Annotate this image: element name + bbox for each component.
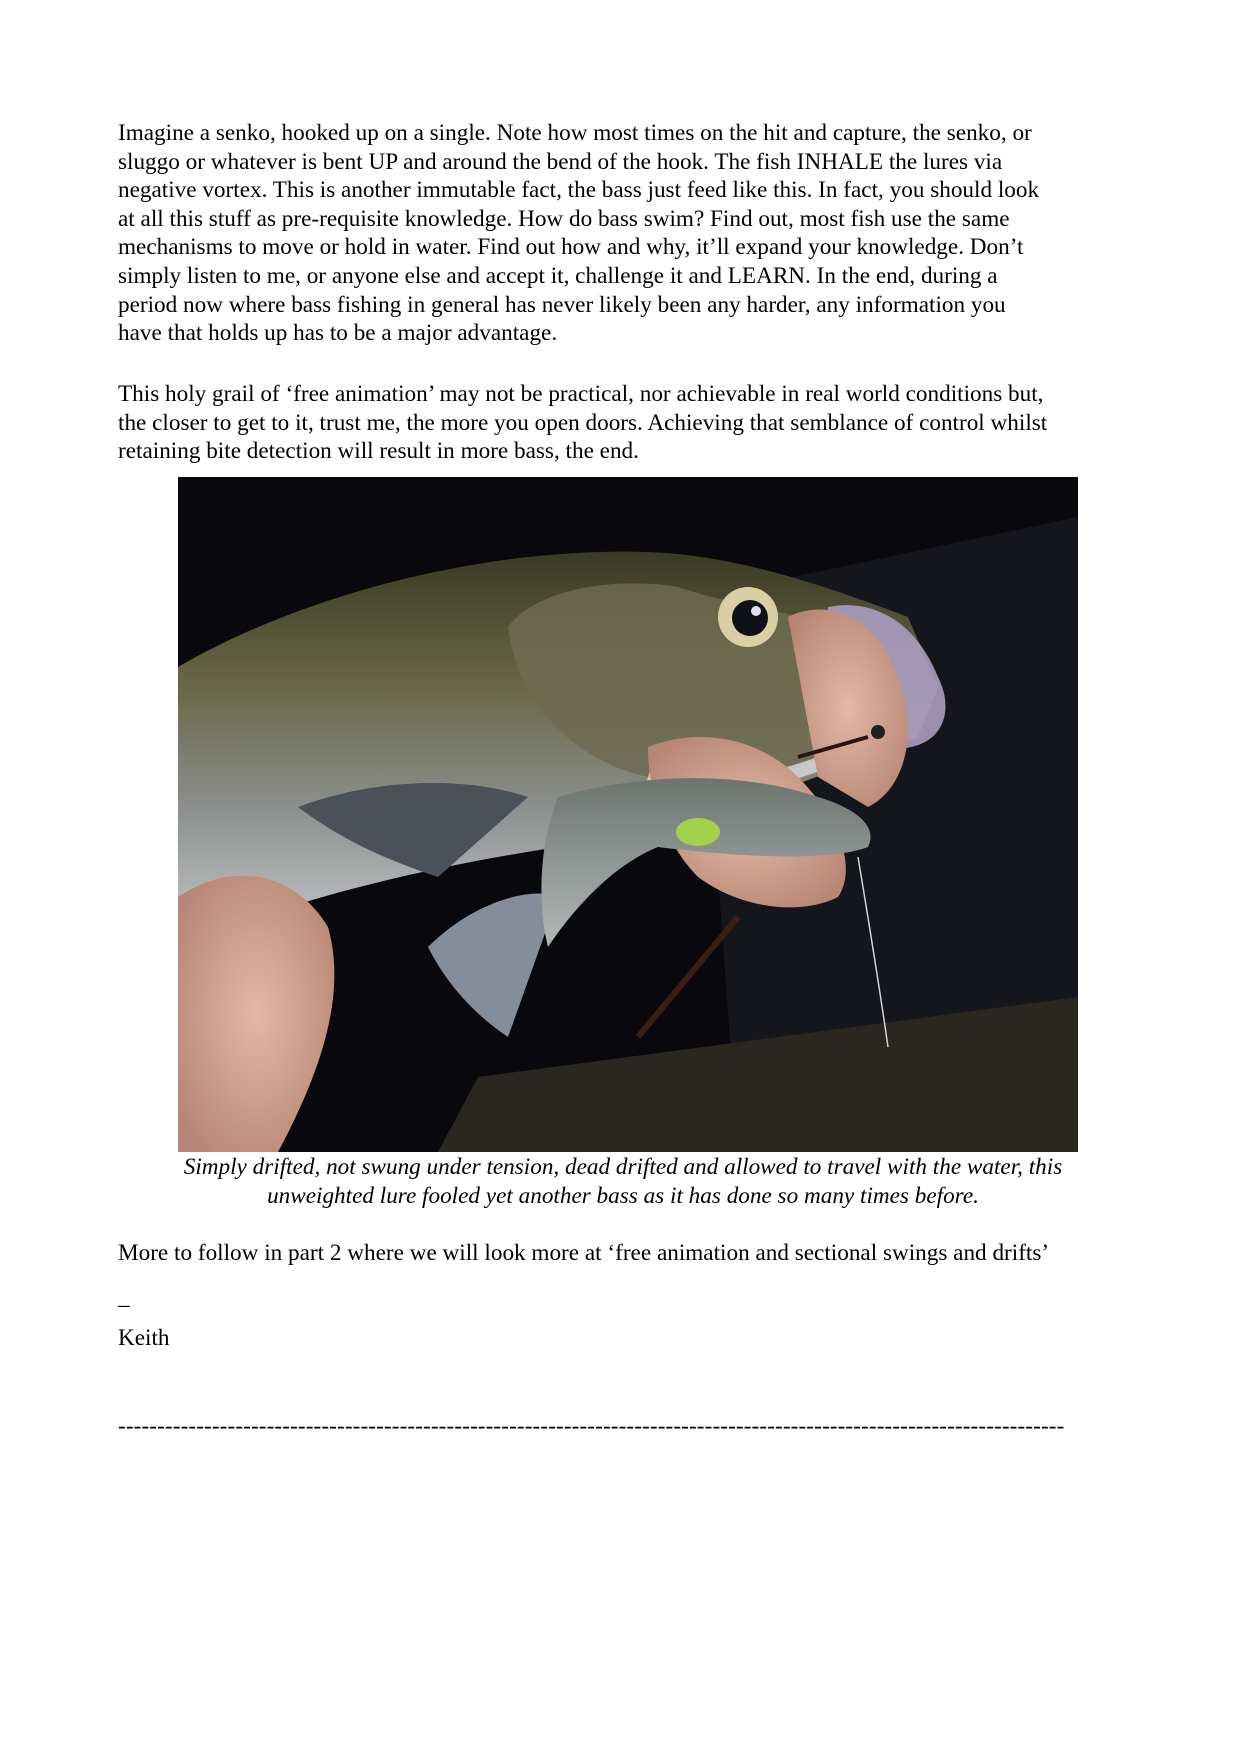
text-line: have that holds up has to be a major advantage. xyxy=(118,320,558,347)
text-line: This holy grail of ‘free animation’ may not be practical, nor achievable in real world conditions but, xyxy=(118,381,1044,407)
text-line: sluggo or whatever is bent UP and around the bend of the hook. The fish INHALE the lures via xyxy=(118,148,1003,175)
text-line: negative vortex. This is another immutable fact, the bass just feed like this. In fact, you should look xyxy=(118,177,1040,204)
bass-photo xyxy=(178,477,1078,1152)
signature: Keith xyxy=(118,1325,170,1351)
paragraph-senko xyxy=(118,119,1128,348)
text-line: More to follow in part 2 where we will look more at ‘free animation and sectional swings and drifts’ xyxy=(118,1240,1050,1266)
signature-dash: – xyxy=(118,1292,130,1318)
dashed-separator: ------------------------------------------------------------------------------------------------------------------------- xyxy=(118,1413,1065,1439)
text-line: the closer to get to it, trust me, the more you open doors. Achieving that semblance of control whilst xyxy=(118,409,1048,436)
text-line: at all this stuff as pre-requisite knowledge. How do bass swim? Find out, most fish use the same xyxy=(118,205,1010,232)
text-line: mechanisms to move or hold in water. Find out how and why, it’ll expand your knowledge. Don’t xyxy=(118,234,1024,261)
paragraph-free-animation xyxy=(118,380,1128,466)
text-line: retaining bite detection will result in more bass, the end. xyxy=(118,438,639,465)
caption-line: unweighted lure fooled yet another bass as it has done so many times before. xyxy=(267,1183,979,1209)
paragraph-part-2 xyxy=(118,1239,1128,1268)
text-line: period now where bass fishing in general has never likely been any harder, any information you xyxy=(118,291,1006,318)
text-line: Imagine a senko, hooked up on a single. Note how most times on the hit and capture, the senko, or xyxy=(118,120,1032,146)
caption-line: Simply drifted, not swung under tension, dead drifted and allowed to travel with the water, this xyxy=(183,1154,1063,1180)
text-line: simply listen to me, or anyone else and accept it, challenge it and LEARN. In the end, during a xyxy=(118,262,998,289)
photo-caption xyxy=(118,1153,1128,1211)
